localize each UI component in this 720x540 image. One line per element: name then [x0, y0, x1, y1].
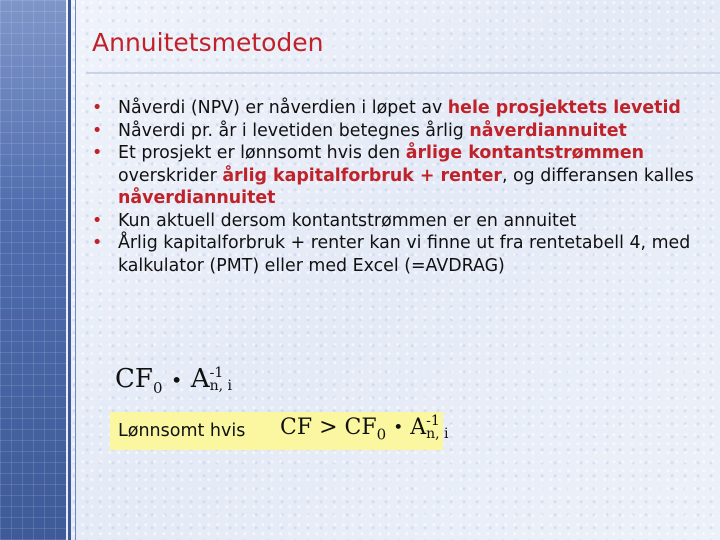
- bullet-list: [92, 97, 702, 277]
- formula-a-sup: -1: [209, 365, 224, 381]
- bullet-emphasis: årlige kontantstrømmen: [405, 143, 645, 163]
- formula-condition: [280, 415, 449, 443]
- formula-dot: •: [170, 368, 183, 392]
- condition-cf0-sub: 0: [376, 425, 387, 444]
- bullet-item: [92, 97, 702, 120]
- condition-cf: CF: [280, 415, 313, 440]
- bullet-text: Kun aktuell dersom kontantstrømmen er en annuitet: [118, 210, 577, 231]
- formula-cf: CF: [115, 364, 153, 394]
- bullet-text: Nåverdi pr. år i levetiden betegnes årlig: [118, 120, 470, 141]
- bullet-emphasis: hele prosjektets levetid: [447, 98, 681, 118]
- side-divider-line-thin: [75, 0, 76, 540]
- title-underline: [86, 72, 720, 74]
- formula-cf-sub: 0: [152, 379, 163, 398]
- bullet-text: Årlig kapitalforbruk + renter kan vi finne ut fra rentetabell 4, med kalkulator (PMT) eller med Excel (=AVDRAG): [118, 233, 691, 276]
- bullet-text: , og differansen kalles: [501, 165, 694, 186]
- bullet-item: [92, 142, 702, 210]
- bullet-emphasis: nåverdiannuitet: [118, 188, 276, 208]
- formula-a-sub: n, i: [209, 378, 232, 394]
- slide-title: Annuitetsmetoden: [92, 28, 324, 57]
- profitability-label: Lønnsomt hvis: [118, 421, 246, 441]
- bullet-emphasis: nåverdiannuitet: [469, 120, 627, 141]
- bullet-item: [92, 232, 702, 277]
- bullet-text: Nåverdi (NPV) er nåverdien i løpet av: [118, 98, 448, 118]
- condition-gt: >: [312, 415, 345, 440]
- condition-a-sub: n, i: [426, 426, 449, 442]
- side-divider-line: [68, 0, 71, 540]
- side-decoration-bar: [0, 0, 66, 540]
- formula-annuity: [115, 364, 232, 397]
- bullet-text: Et prosjekt er lønnsomt hvis den: [118, 143, 406, 163]
- bullet-emphasis: årlig kapitalforbruk + renter: [222, 165, 502, 186]
- condition-a-sup: -1: [426, 413, 440, 429]
- condition-dot: •: [393, 418, 404, 438]
- bullet-item: [92, 210, 702, 233]
- bullet-text: overskrider: [118, 165, 223, 186]
- condition-a: A: [410, 415, 427, 440]
- bullet-item: [92, 120, 702, 143]
- formula-a: A: [190, 364, 210, 394]
- condition-cf0: CF: [344, 415, 377, 440]
